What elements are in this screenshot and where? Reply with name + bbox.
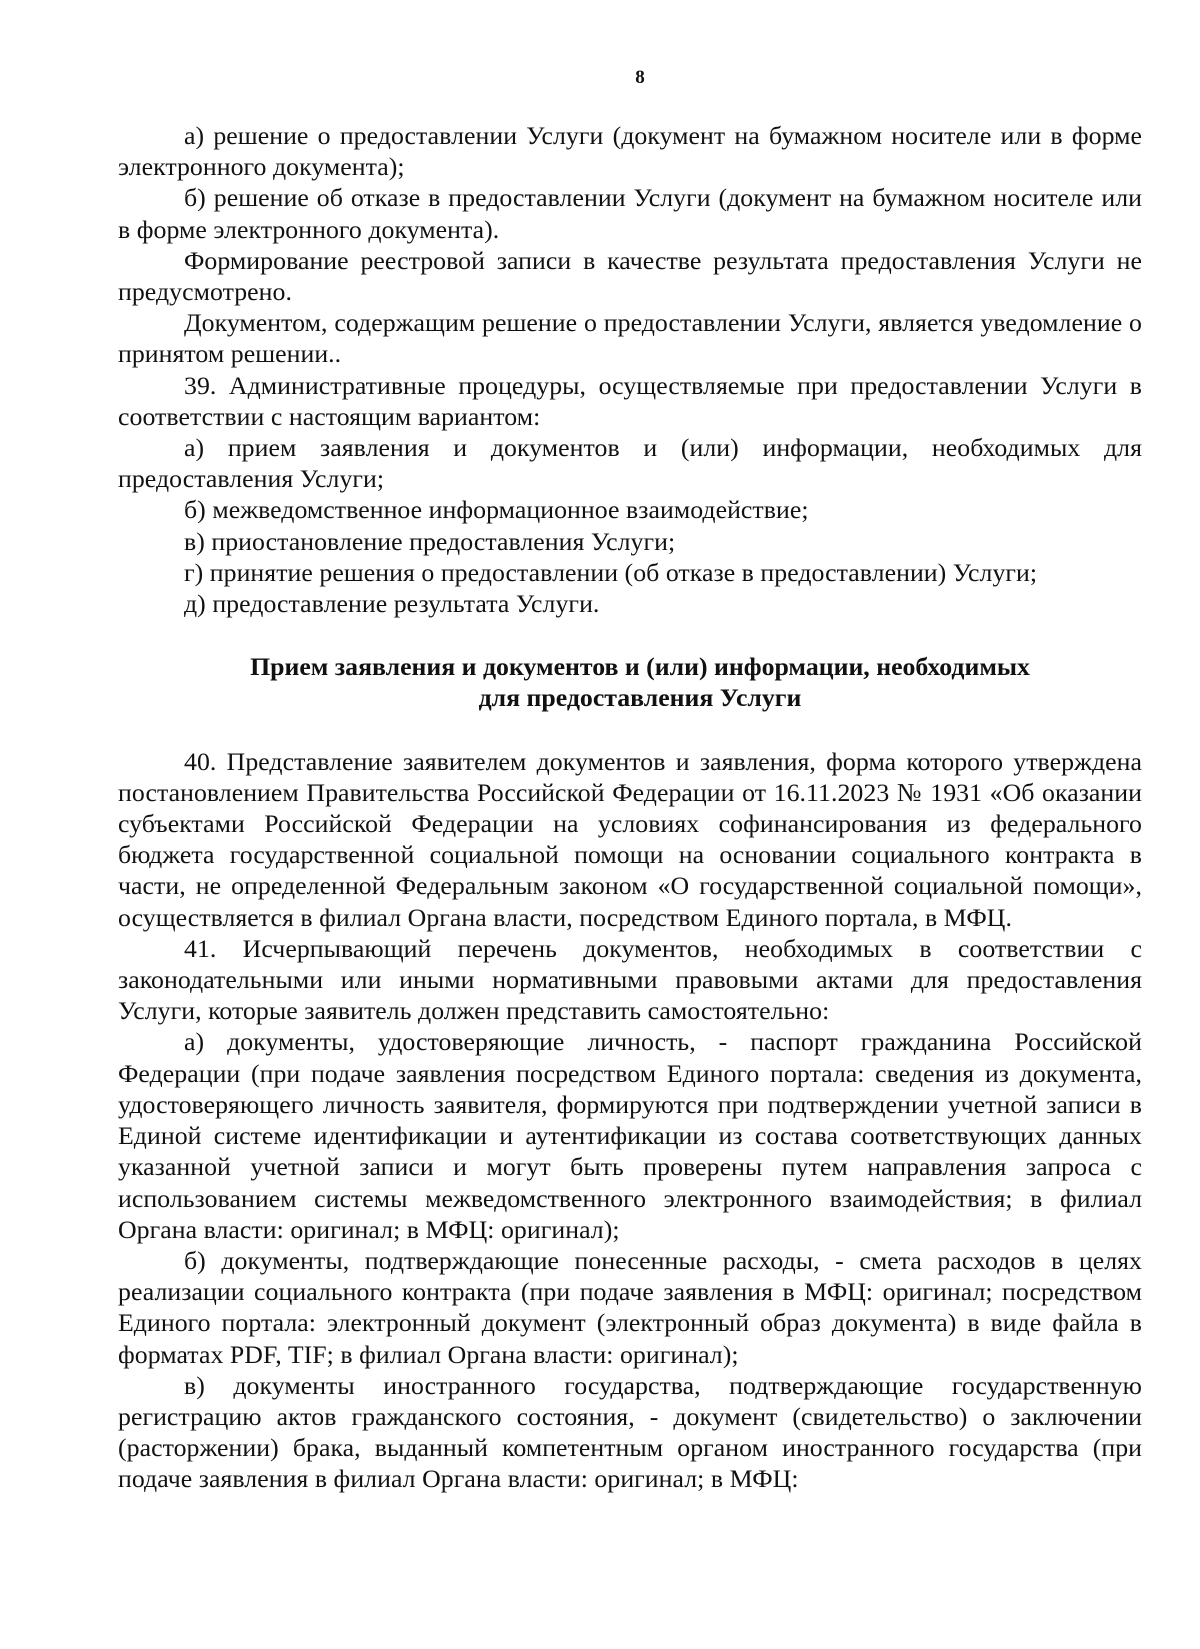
top-section [118, 120, 1142, 619]
list-item-v: в) приостановление предоставления Услуги; [184, 526, 676, 556]
paragraph-41-b: б) документы, подтверждающие понесенные расходы, - смета расходов в целях реализации социального контракта (при подаче заявления в МФЦ: оригинал; посредством Единого портала: электронный документ (электронный образ документа) в виде файла в форматах PDF, TIF; в филиал Органа власти: оригинал); [118, 1245, 1142, 1369]
page-number: 8 [635, 67, 645, 88]
paragraph-41-a: а) документы, удостоверяющие личность, - паспорт гражданина Российской Федерации (при подаче заявления посредством Единого портала: сведения из документа, удостоверяющего личность заявителя, формируются при подтверждении учетной записи в Единой системе идентификации и аутентификации из состава соответствующих данных указанной учетной записи и могут быть проверены путем направления запроса с использованием системы межведомственного электронного взаимодействия; в филиал Органа власти: оригинал; в МФЦ: оригинал); [118, 1027, 1142, 1244]
section-heading [118, 651, 1142, 713]
section-heading-line-2: для предоставления Услуги [478, 683, 802, 713]
paragraph-41-v: в) документы иностранного государства, подтверждающие государственную регистрацию актов гражданского состояния, - документ (свидетельство) о заключении (расторжении) брака, выданный компетентным органом иностранного государства (при подаче заявления в филиал Органа власти: оригинал; в МФЦ: [118, 1370, 1142, 1494]
section-heading-line-1: Прием заявления и документов и (или) информации, необходимых [250, 652, 1030, 682]
list-item-d: д) предоставление результата Услуги. [184, 589, 600, 619]
paragraph-result-decision: а) решение о предоставлении Услуги (документ на бумажном носителе или в форме электронного документа); [118, 121, 1142, 182]
paragraph-registry-record: Формирование реестровой записи в качестве результата предоставления Услуги не предусмотрено. [118, 245, 1142, 307]
paragraph-41: 41. Исчерпывающий перечень документов, необходимых в соответствии с законодательными или иными нормативными правовыми актами для предоставления Услуги, которые заявитель должен представить самостоятельно: [118, 933, 1142, 1026]
paragraph-39: 39. Административные процедуры, осуществляемые при предоставлении Услуги в соответствии с настоящим вариантом: [118, 370, 1142, 431]
paragraph-result-refusal: б) решение об отказе в предоставлении Услуги (документ на бумажном носителе или в форме электронного документа). [118, 183, 1142, 244]
list-item-g: г) принятие решения о предоставлении (об отказе в предоставлении) Услуги; [184, 557, 1038, 587]
paragraph-notification: Документом, содержащим решение о предоставлении Услуги, является уведомление о принятом решении.. [118, 308, 1142, 369]
bottom-section [118, 746, 1142, 1495]
list-item-b: б) межведомственное информационное взаимодействие; [184, 495, 809, 525]
list-item-a: а) прием заявления и документов и (или) информации, необходимых для предоставления Услуги; [118, 433, 1142, 494]
paragraph-40: 40. Представление заявителем документов и заявления, форма которого утверждена постановлением Правительства Российской Федерации от 16.11.2023 № 1931 «Об оказании субъектами Российской Федерации на условиях софинансирования из федерального бюджета государственной социальной помощи на основании социального контракта в части, не определенной Федеральным законом «О государственной социальной помощи», осуществляется в филиал Органа власти, посредством Единого портала, в МФЦ. [118, 746, 1142, 932]
